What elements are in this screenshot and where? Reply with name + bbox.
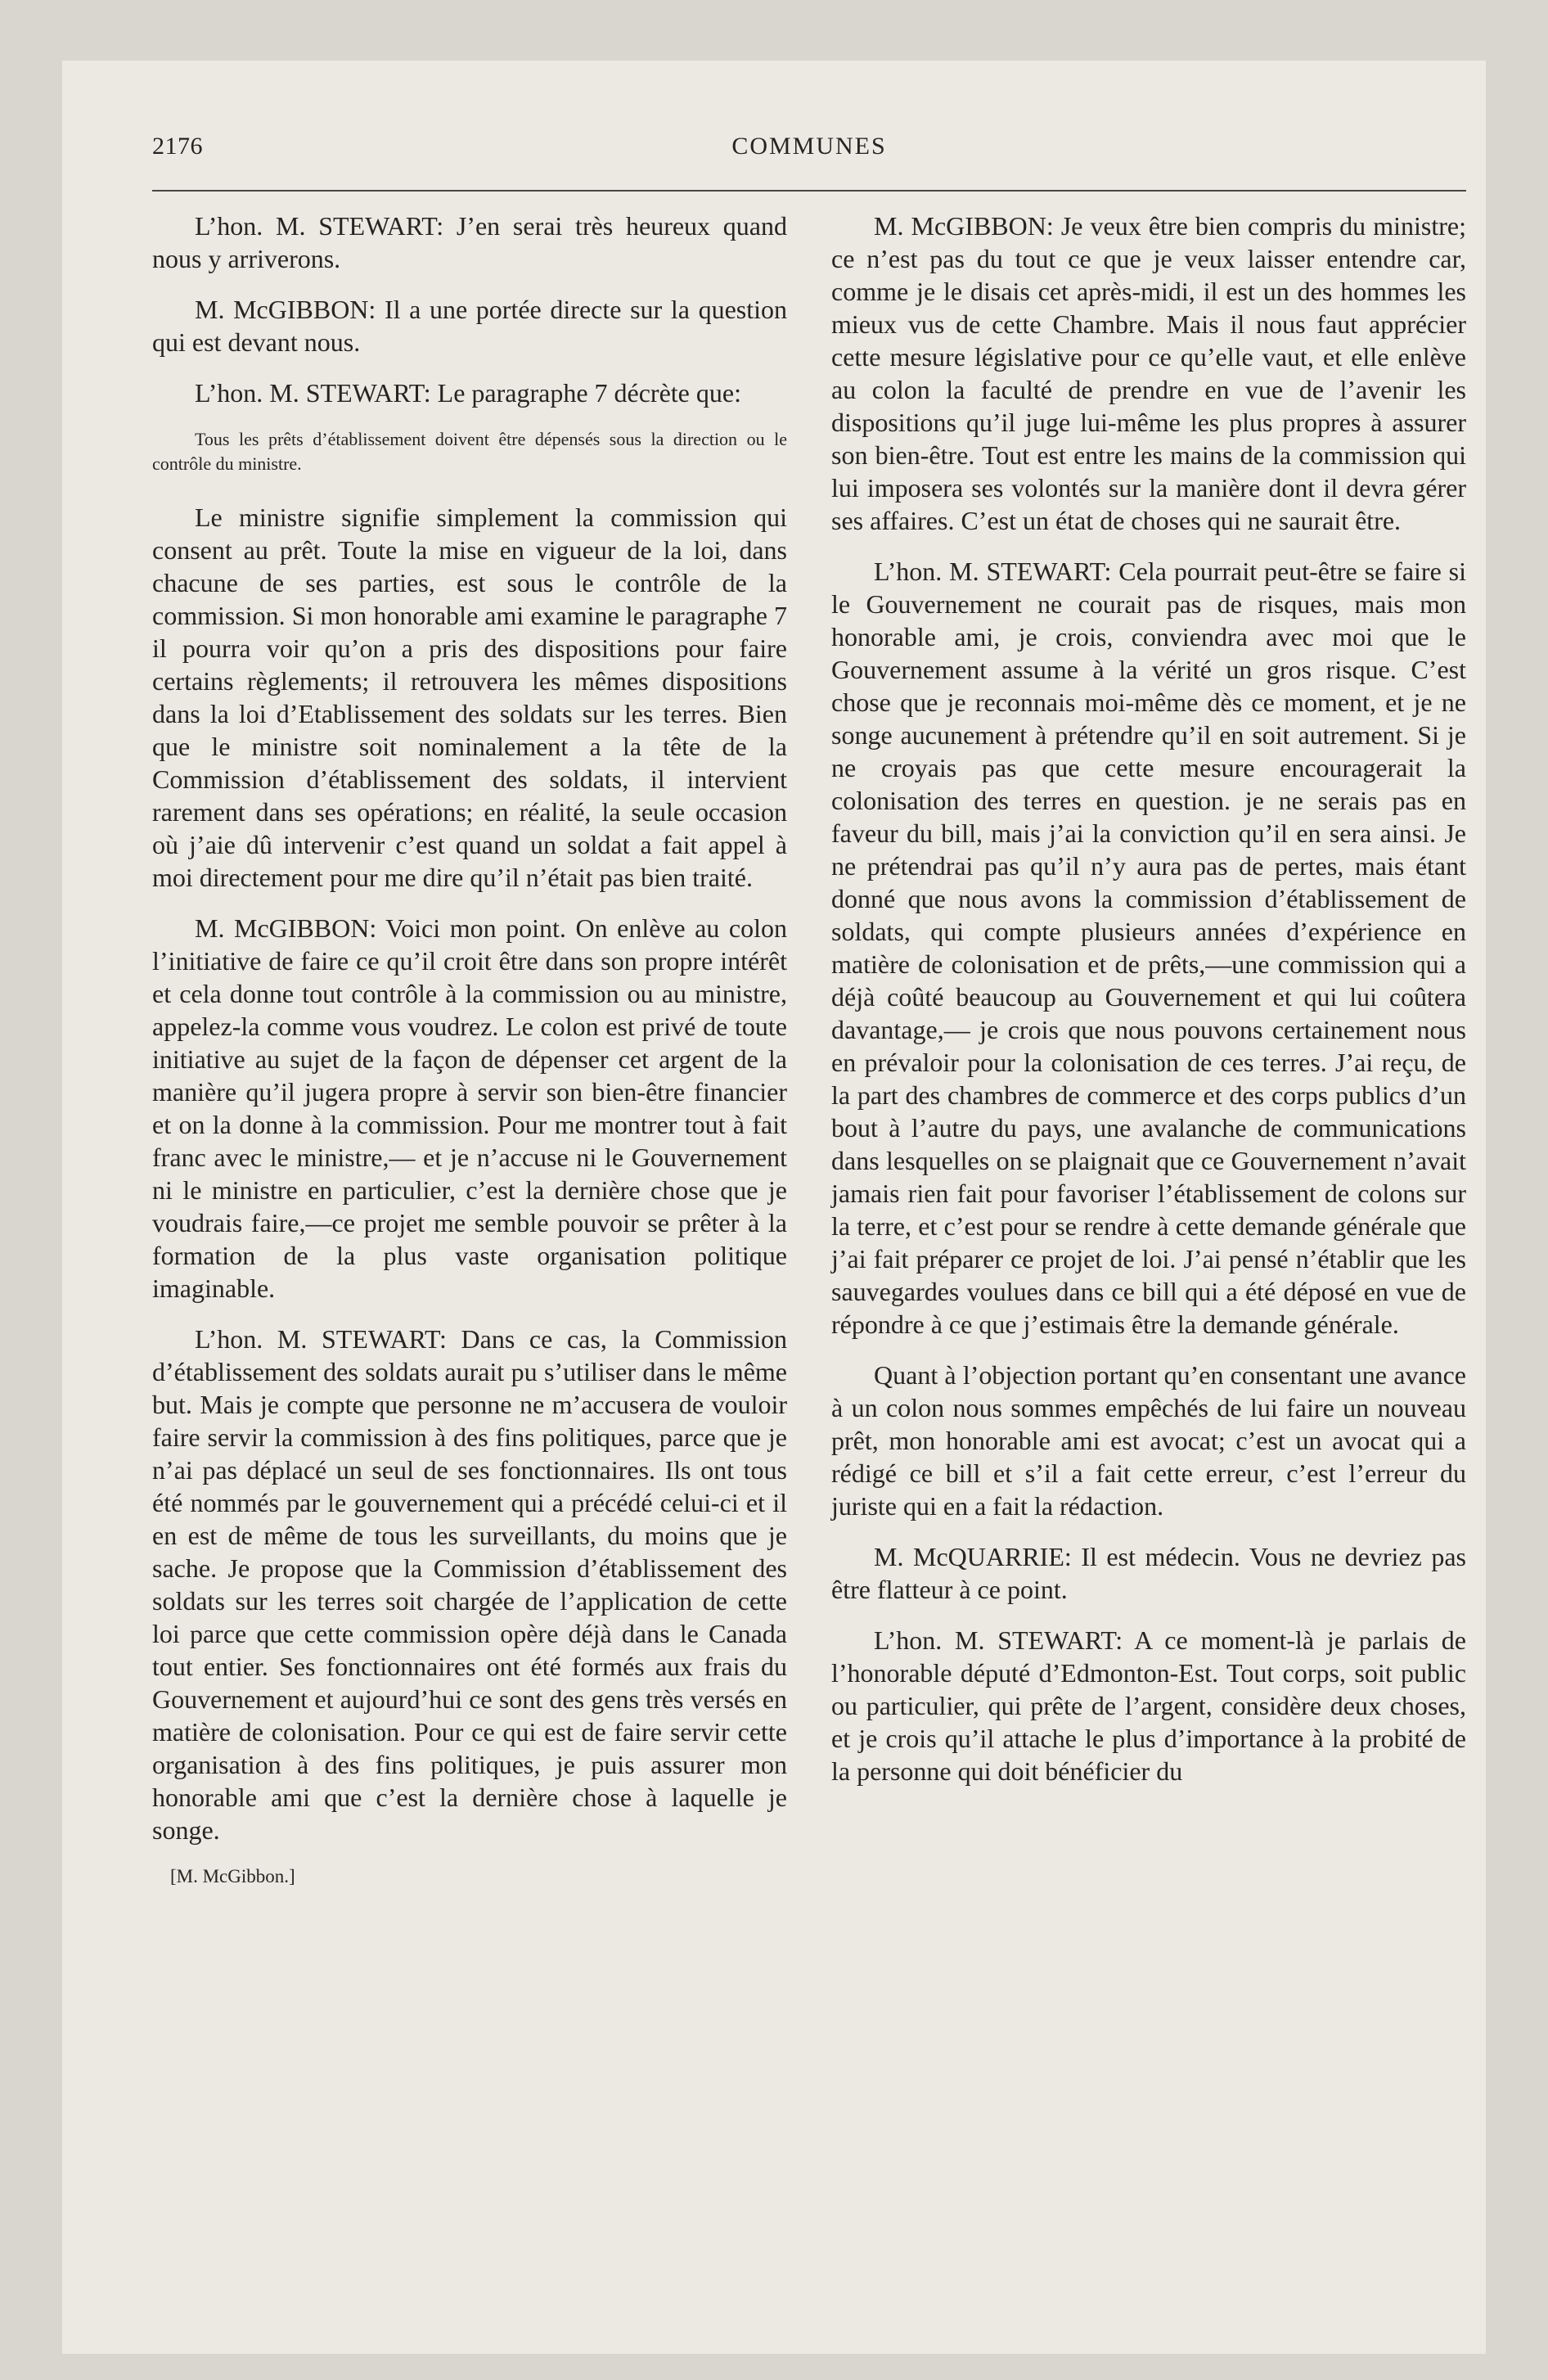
left-column (152, 210, 787, 1907)
paragraph: M. McGIBBON: Voici mon point. On enlève au colon l’initiative de faire ce qu’il croit être dans son propre intérêt et cela donne tout contrôle à la commission ou au ministre, appelez-la comme vous voudrez. Le colon est privé de toute initiative au sujet de la façon de dépenser cet argent de la manière qu’il jugera propre à servir son bien-être financier et on la donne à la commission. Pour me montrer tout à fait franc avec le ministre,— et je n’accuse ni le Gouvernement ni le ministre en particulier, c’est la dernière chose que je voudrais faire,—ce projet me semble pouvoir se prêter à la formation de la plus vaste organisation politique imaginable. (152, 913, 787, 1303)
running-head: COMMUNES (731, 133, 887, 160)
paragraph: Le ministre signifie simplement la commission qui consent au prêt. Toute la mise en vigueur de la loi, dans chacune de ses parties, est sous le contrôle de la commission. Si mon honorable ami examine le paragraphe 7 il pourra voir qu’on a pris des dispositions pour faire certains règlements; il retrouvera les mêmes dispositions dans la loi d’Etablissement des soldats sur les terres. Bien que le ministre soit nominalement a la tête de la Commission d’établissement des soldats, il intervient rarement dans ses opérations; en réalité, la seule occasion où j’aie dû intervenir c’est quand un soldat a fait appel à moi directement pour me dire qu’il n’était pas bien traité. (152, 503, 787, 892)
paragraph: L’hon. M. STEWART: J’en serai très heureux quand nous y arriverons. (152, 211, 787, 273)
paragraph: L’hon. M. STEWART: Cela pourrait peut-être se faire si le Gouvernement ne courait pas de risques, mais mon honorable ami, je crois, conviendra avec moi que le Gouvernement assume à la vérité un gros risque. C’est chose que je reconnais moi-même dès ce moment, et je ne songe aucunement à prétendre qu’il en soit autrement. Si je ne croyais pas que cette mesure encouragerait la colonisation des terres en question. je ne serais pas en faveur du bill, mais j’ai la conviction qu’il en sera ainsi. Je ne prétendrai pas qu’il n’y aura pas de pertes, mais étant donné que nous avons la commission d’établissement de soldats, qui compte plusieurs années d’expérience en matière de colonisation et de prêts,—une commission qui a déjà coûté beaucoup au Gouvernement et qui lui coûtera davantage,— je crois que nous pouvons certainement nous en prévaloir pour la colonisation de ces terres. J’ai reçu, de la part des chambres de commerce et des corps publics d’un bout à l’autre du pays, une avalanche de communications dans lesquelles on se plaignait que ce Gouvernement n’avait jamais rien fait pour favoriser l’établissement de colons sur la terre, et c’est pour se rendre à cette demande générale que j’ai fait préparer ce projet de loi. J’ai pensé n’établir que les sauvegardes voulues dans ce bill qui a été déposé en vue de répondre à ce que j’estimais être la demande générale. (831, 557, 1466, 1339)
paragraph: M. McGIBBON: Il a une portée directe sur la question qui est devant nous. (152, 295, 787, 357)
header-rule (152, 190, 1466, 192)
speaker-attribution: [M. McGibbon.] (170, 1866, 295, 1886)
paragraph: Quant à l’objection portant qu’en consentant une avance à un colon nous sommes empêchés de lui faire un nouveau prêt, mon honorable ami est avocat; c’est un avocat qui a rédigé ce bill et s’il a fait cette erreur, c’est l’erreur du juriste qui en a fait la rédaction. (831, 1360, 1466, 1521)
paragraph: L’hon. M. STEWART: A ce moment-là je parlais de l’honorable député d’Edmonton-Est. Tout corps, soit public ou particulier, qui prête de l’argent, considère deux choses, et je crois qu’il attache le plus d’importance à la probité de la personne qui doit bénéficier du (831, 1625, 1466, 1786)
quoted-text: Tous les prêts d’établissement doivent être dépensés sous la direction ou le contrôle du ministre. (152, 429, 787, 474)
paragraph: L’hon. M. STEWART: Dans ce cas, la Commission d’établissement des soldats aurait pu s’utiliser dans le même but. Mais je compte que personne ne m’accusera de vouloir faire servir la commission à des fins politiques, parce que je n’ai pas déplacé un seul de ses fonctionnaires. Ils ont tous été nommés par le gouvernement qui a précédé celui-ci et il en est de même de tous les surveillants, du moins que je sache. Je propose que la Commission d’établissement des soldats sur les terres soit chargée de l’application de cette loi parce que cette commission opère déjà dans le Canada tout entier. Ses fonctionnaires ont été formés aux frais du Gouvernement et aujourd’hui ce sont des gens très versés en matière de colonisation. Pour ce qui est de faire servir cette organisation à des fins politiques, je puis assurer mon honorable ami que c’est la dernière chose à laquelle je songe. (152, 1324, 787, 1845)
page-header (152, 133, 1466, 165)
paragraph: L’hon. M. STEWART: Le paragraphe 7 décrète que: (195, 378, 741, 408)
document-page (62, 61, 1486, 2354)
right-column (831, 210, 1466, 1805)
page-number: 2176 (152, 133, 203, 160)
paragraph: M. McQUARRIE: Il est médecin. Vous ne devriez pas être flatteur à ce point. (831, 1542, 1466, 1604)
paragraph: M. McGIBBON: Je veux être bien compris du ministre; ce n’est pas du tout ce que je veux laisser entendre car, comme je le disais cet après-midi, il est un des hommes les mieux vus de cette Chambre. Mais il nous faut apprécier cette mesure législative pour ce qu’elle vaut, et elle enlève au colon la faculté de prendre en vue de l’avenir les dispositions qu’il juge lui-même les plus propres à assurer son bien-être. Tout est entre les mains de la commission qui lui imposera ses volontés sur la manière dont il devra gérer ses affaires. C’est un état de choses qui ne saurait être. (831, 211, 1466, 535)
